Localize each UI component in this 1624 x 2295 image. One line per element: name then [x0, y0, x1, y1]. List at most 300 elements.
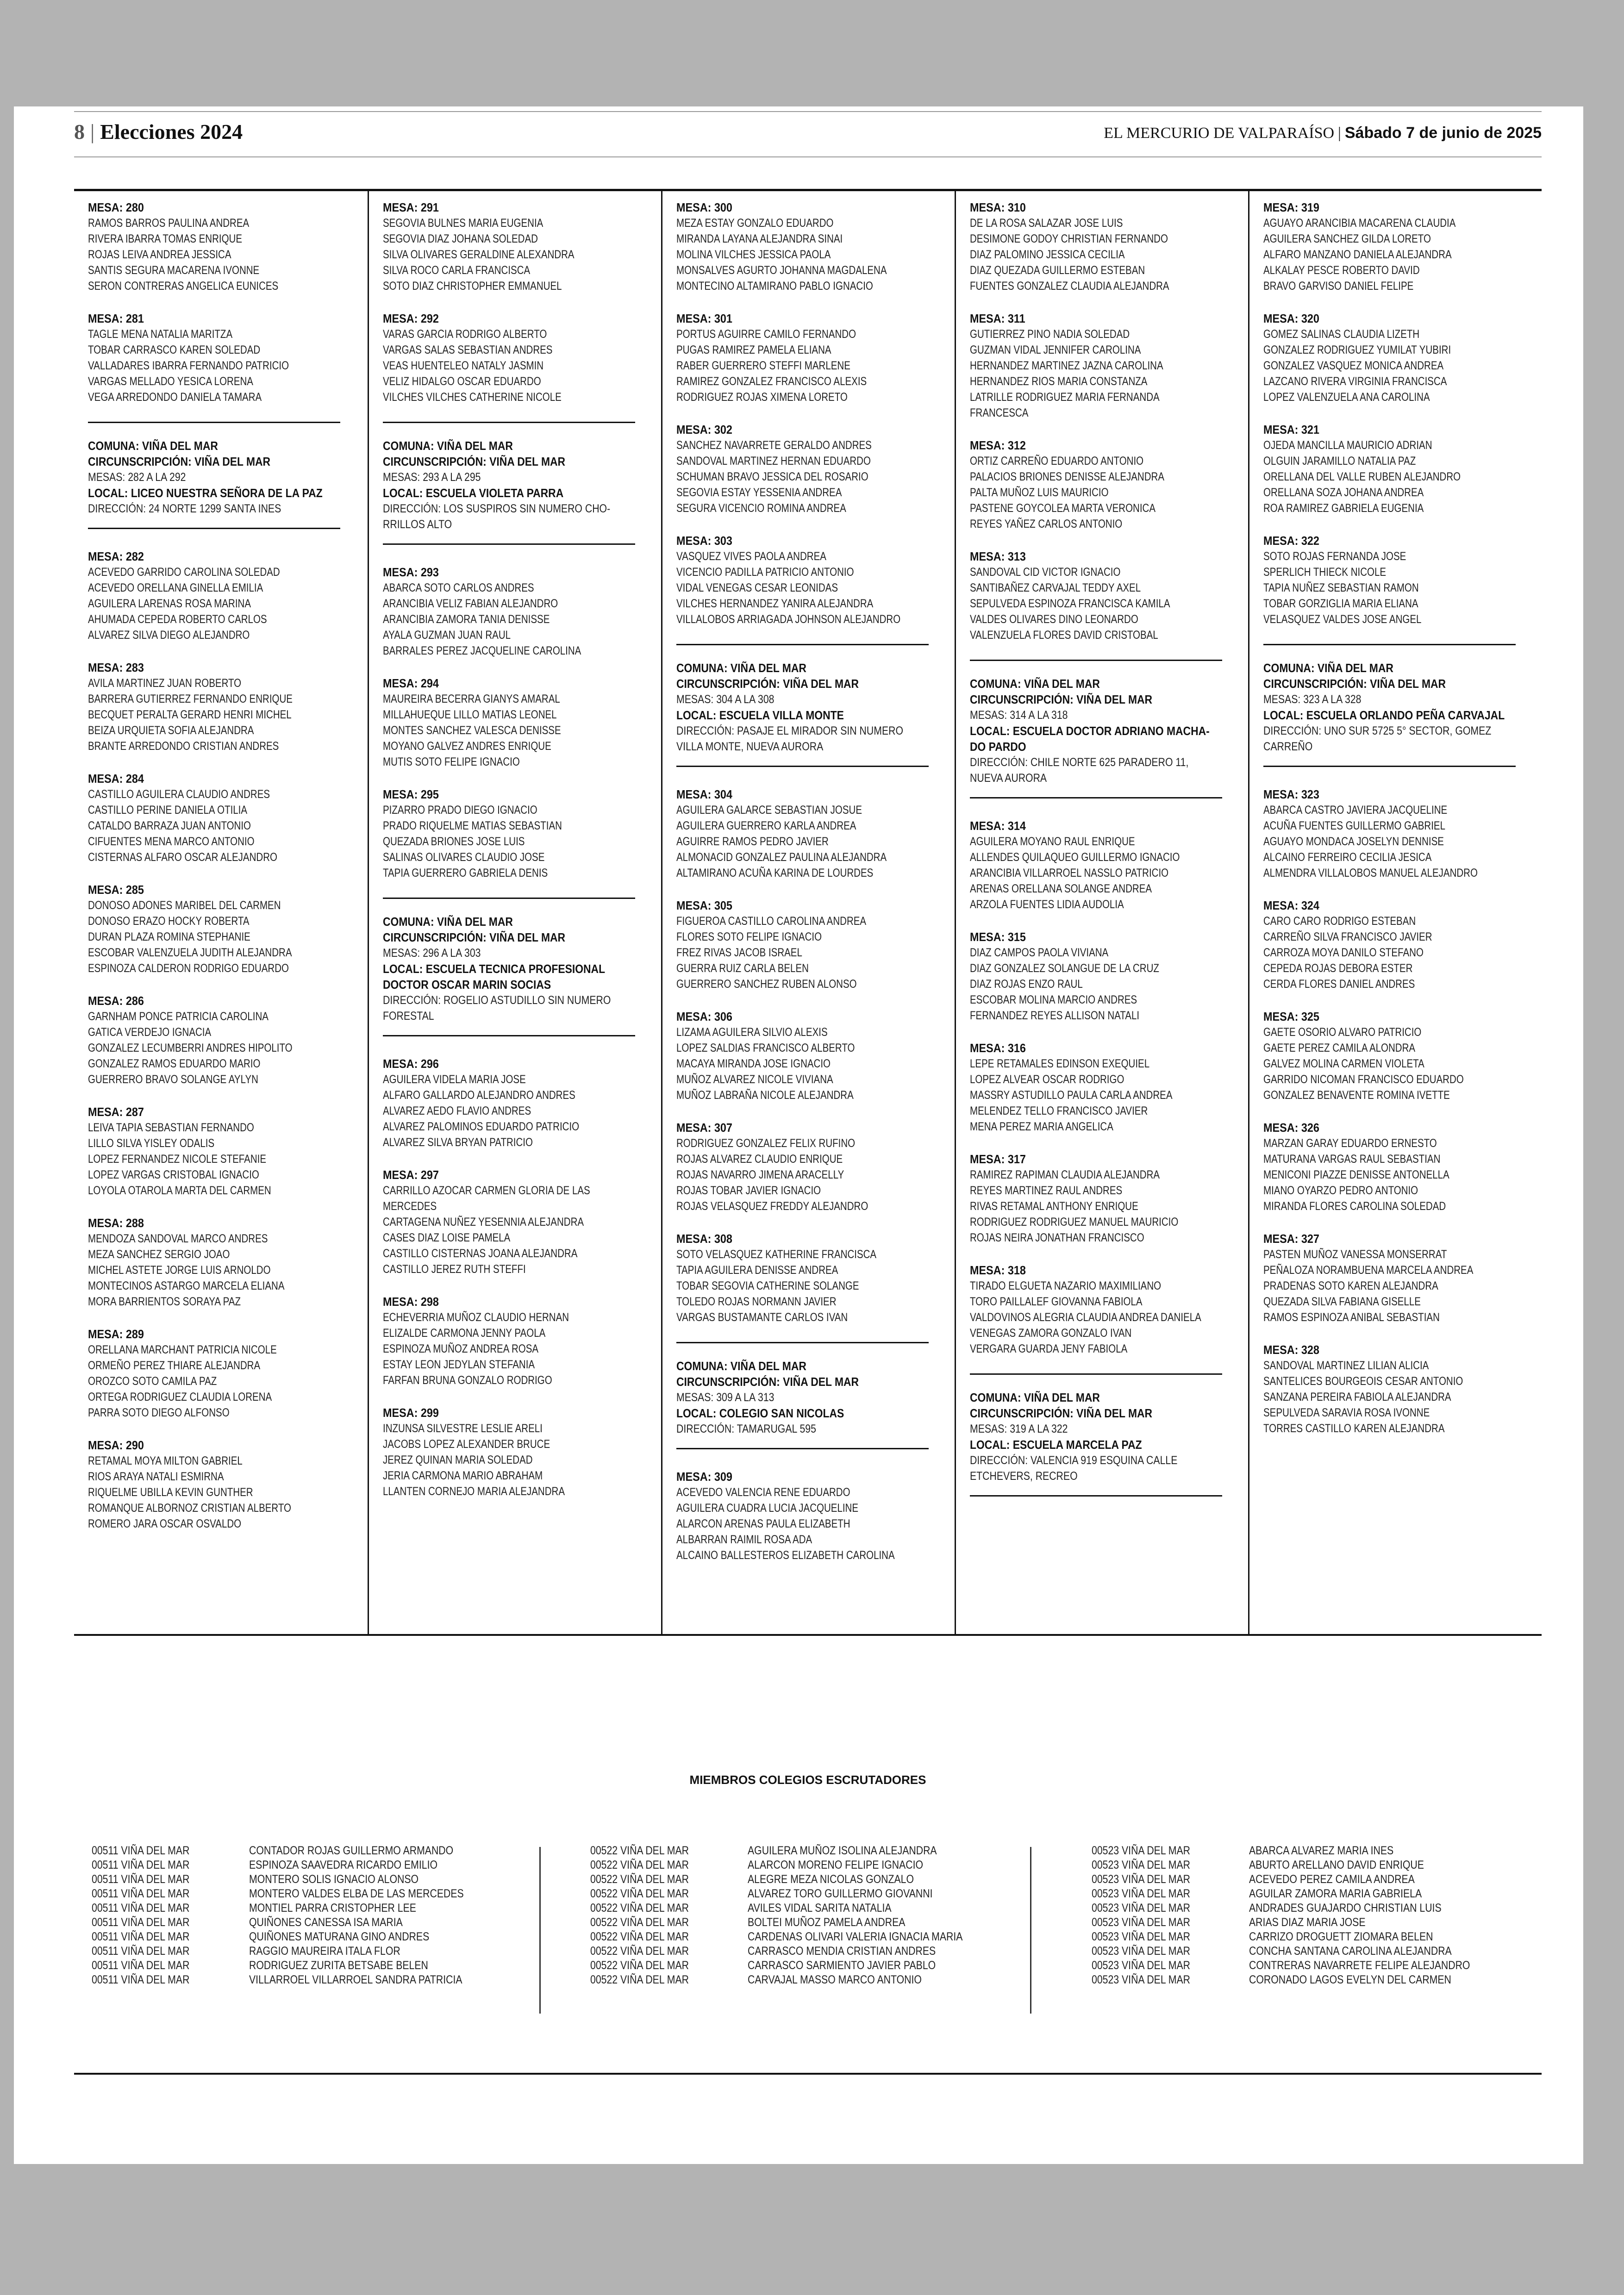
mesas-range: MESAS: 319 A LA 322 [970, 1422, 1068, 1435]
vocal-name: PALTA MUÑOZ LUIS MAURICIO [970, 486, 1109, 499]
list-column [368, 191, 661, 1635]
vocal-name: MIANO OYARZO PEDRO ANTONIO [1263, 1184, 1418, 1197]
circunscripcion-line: CIRCUNSCRIPCIÓN: VIÑA DEL MAR [383, 455, 566, 468]
colegio-code: 00522 VIÑA DEL MAR [590, 1858, 689, 1871]
vocal-name: ROA RAMIREZ GABRIELA EUGENIA [1263, 502, 1424, 515]
comuna-line: COMUNA: VIÑA DEL MAR [383, 439, 513, 453]
vocal-name: RODRIGUEZ RODRIGUEZ MANUEL MAURICIO [970, 1216, 1179, 1229]
vocal-name: VICENCIO PADILLA PATRICIO ANTONIO [676, 566, 854, 579]
colegio-code: 00511 VIÑA DEL MAR [92, 1945, 190, 1958]
comuna-line: COMUNA: VIÑA DEL MAR [970, 1391, 1100, 1404]
vocal-name: DESIMONE GODOY CHRISTIAN FERNANDO [970, 232, 1168, 245]
local-info-box [88, 422, 340, 529]
vocal-name: ACUÑA FUENTES GUILLERMO GABRIEL [1263, 819, 1446, 832]
address-line: DIRECCIÓN: PASAJE EL MIRADOR SIN NUMERO VILLA MONTE, NUEVA AURORA [676, 724, 903, 753]
vocal-name: SANTELICES BOURGEOIS CESAR ANTONIO [1263, 1375, 1463, 1388]
mesa-block [676, 1120, 941, 1214]
vocal-name: CISTERNAS ALFARO OSCAR ALEJANDRO [88, 851, 277, 864]
mesa-label: MESA: 296 [383, 1057, 439, 1071]
vocal-name: ALVAREZ AEDO FLAVIO ANDRES [383, 1104, 531, 1117]
vocal-name: ALCAINO FERREIRO CECILIA JESICA [1263, 851, 1432, 864]
vocal-name: TIRADO ELGUETA NAZARIO MAXIMILIANO [970, 1279, 1162, 1292]
mesa-block [383, 311, 647, 405]
mesa-label: MESA: 321 [1263, 423, 1319, 437]
vocal-name: SEGOVIA DIAZ JOHANA SOLEDAD [383, 232, 538, 245]
vocal-name: MICHEL ASTETE JORGE LUIS ARNOLDO [88, 1264, 271, 1277]
mesa-label: MESA: 282 [88, 549, 144, 563]
colegio-code: 00511 VIÑA DEL MAR [92, 1959, 190, 1972]
vocal-name: ORELLANA DEL VALLE RUBEN ALEJANDRO [1263, 470, 1461, 483]
vocal-name: AHUMADA CEPEDA ROBERTO CARLOS [88, 613, 267, 626]
member-name: CONCHA SANTANA CAROLINA ALEJANDRA [1249, 1945, 1452, 1958]
page-header [74, 119, 1542, 143]
colegio-code: 00511 VIÑA DEL MAR [92, 1873, 190, 1886]
address-line: DIRECCIÓN: LOS SUSPIROS SIN NUMERO CHO-RRILLOS ALTO [383, 502, 611, 531]
vocal-name: RIOS ARAYA NATALI ESMIRNA [88, 1470, 224, 1483]
vocal-name: LOPEZ ALVEAR OSCAR RODRIGO [970, 1073, 1124, 1086]
vocal-name: GUERRERO SANCHEZ RUBEN ALONSO [676, 978, 857, 991]
mesa-label: MESA: 283 [88, 661, 144, 674]
vocal-name: CARO CARO RODRIGO ESTEBAN [1263, 915, 1416, 928]
vocal-name: RABER GUERRERO STEFFI MARLENE [676, 359, 850, 372]
vocal-name: DONOSO ADONES MARIBEL DEL CARMEN [88, 899, 281, 912]
mesa-block [88, 1104, 354, 1198]
vocal-name: AGUIRRE RAMOS PEDRO JAVIER [676, 835, 829, 848]
mesa-label: MESA: 307 [676, 1121, 732, 1135]
address-line: DIRECCIÓN: TAMARUGAL 595 [676, 1422, 816, 1435]
mesa-block [88, 549, 354, 643]
member-name: CARRIZO DROGUETT ZIOMARA BELEN [1249, 1930, 1433, 1943]
vocal-name: GONZALEZ LECUMBERRI ANDRES HIPOLITO [88, 1041, 293, 1054]
vocal-name: VILCHES HERNANDEZ YANIRA ALEJANDRA [676, 597, 874, 610]
mesa-block [676, 898, 941, 992]
member-name: CORONADO LAGOS EVELYN DEL CARMEN [1249, 1973, 1451, 1986]
vocal-name: SANTIS SEGURA MACARENA IVONNE [88, 264, 260, 277]
vocal-name: VARGAS MELLADO YESICA LORENA [88, 375, 253, 388]
vocal-name: CERDA FLORES DANIEL ANDRES [1263, 978, 1415, 991]
vocal-name: RIQUELME UBILLA KEVIN GUNTHER [88, 1486, 253, 1499]
vocal-name: MEZA SANCHEZ SERGIO JOAO [88, 1248, 230, 1261]
vocal-name: MERCEDES [383, 1200, 437, 1213]
mesas-range: MESAS: 282 A LA 292 [88, 471, 186, 484]
vocal-name: REYES YAÑEZ CARLOS ANTONIO [970, 518, 1123, 530]
vocal-name: BRANTE ARREDONDO CRISTIAN ANDRES [88, 740, 279, 753]
mesas-range: MESAS: 304 A LA 308 [676, 693, 775, 706]
vocal-name: PRADENAS SOTO KAREN ALEJANDRA [1263, 1279, 1438, 1292]
mesas-range: MESAS: 323 A LA 328 [1263, 693, 1362, 706]
vocal-name: CARTAGENA NUÑEZ YESENNIA ALEJANDRA [383, 1216, 584, 1229]
member-row [1092, 1887, 1509, 1901]
vocal-name: ROJAS ALVAREZ CLAUDIO ENRIQUE [676, 1153, 843, 1166]
vocal-name: MEZA ESTAY GONZALO EDUARDO [676, 217, 834, 230]
mesa-block [383, 200, 647, 294]
vocal-name: MARZAN GARAY EDUARDO ERNESTO [1263, 1137, 1437, 1150]
vocal-name: ACEVEDO GARRIDO CAROLINA SOLEDAD [88, 566, 280, 579]
member-name: BOLTEI MUÑOZ PAMELA ANDREA [748, 1916, 906, 1929]
list-column [74, 191, 368, 1635]
vocal-name: TOBAR GORZIGLIA MARIA ELIANA [1263, 597, 1418, 610]
vocal-name: OJEDA MANCILLA MAURICIO ADRIAN [1263, 439, 1432, 452]
colegio-code: 00522 VIÑA DEL MAR [590, 1916, 689, 1929]
vocal-name: ARENAS ORELLANA SOLANGE ANDREA [970, 882, 1152, 895]
mesa-block [88, 311, 354, 405]
member-name: MONTERO VALDES ELBA DE LAS MERCEDES [249, 1887, 464, 1900]
vocal-name: AGUAYO ARANCIBIA MACARENA CLAUDIA [1263, 217, 1456, 230]
circunscripcion-line: CIRCUNSCRIPCIÓN: VIÑA DEL MAR [970, 692, 1153, 706]
mesa-label: MESA: 297 [383, 1168, 439, 1182]
header-separator: | [90, 120, 95, 143]
vocal-name: ALKALAY PESCE ROBERTO DAVID [1263, 264, 1420, 277]
mesa-label: MESA: 303 [676, 534, 732, 548]
vocal-name: GAETE PEREZ CAMILA ALONDRA [1263, 1041, 1416, 1054]
local-info-box [1263, 644, 1516, 767]
member-row [92, 1887, 502, 1901]
vocal-name: LATRILLE RODRIGUEZ MARIA FERNANDA [970, 391, 1160, 404]
vocal-name: ALFARO GALLARDO ALEJANDRO ANDRES [383, 1089, 575, 1102]
vocal-name: SEPULVEDA SARAVIA ROSA IVONNE [1263, 1406, 1430, 1419]
columns-area [74, 191, 1542, 1635]
local-info-box [676, 1342, 929, 1449]
mesas-range: MESAS: 296 A LA 303 [383, 947, 481, 960]
local-info-box [970, 660, 1222, 798]
mesa-label: MESA: 304 [676, 787, 732, 801]
mesa-block [1263, 422, 1528, 516]
mesa-block [1263, 1342, 1528, 1436]
colegio-code: 00511 VIÑA DEL MAR [92, 1887, 190, 1900]
mesa-label: MESA: 300 [676, 200, 732, 214]
comuna-line: COMUNA: VIÑA DEL MAR [676, 1359, 806, 1373]
vocal-name: PASTENE GOYCOLEA MARTA VERONICA [970, 502, 1156, 515]
vocal-name: AGUILERA GALARCE SEBASTIAN JOSUE [676, 804, 862, 817]
vocal-name: VIDAL VENEGAS CESAR LEONIDAS [676, 581, 838, 594]
vocal-name: AGUILERA SANCHEZ GILDA LORETO [1263, 232, 1431, 245]
mesa-label: MESA: 311 [970, 312, 1025, 325]
comuna-line: COMUNA: VIÑA DEL MAR [383, 915, 513, 929]
vocal-name: LOYOLA OTAROLA MARTA DEL CARMEN [88, 1184, 271, 1197]
vocal-name: RODRIGUEZ ROJAS XIMENA LORETO [676, 391, 848, 404]
member-row [590, 1973, 1000, 1987]
member-name: CARVAJAL MASSO MARCO ANTONIO [748, 1973, 922, 1986]
vocal-name: OLGUIN JARAMILLO NATALIA PAZ [1263, 455, 1416, 468]
vocal-name: AGUILERA GUERRERO KARLA ANDREA [676, 819, 856, 832]
vocal-name: CIFUENTES MENA MARCO ANTONIO [88, 835, 255, 848]
mesa-block [383, 675, 647, 770]
vocal-name: PIZARRO PRADO DIEGO IGNACIO [383, 804, 537, 817]
mesa-block [1263, 1120, 1528, 1214]
mesa-label: MESA: 309 [676, 1470, 732, 1484]
colegio-code: 00523 VIÑA DEL MAR [1092, 1959, 1191, 1972]
vocal-name: MONTECINO ALTAMIRANO PABLO IGNACIO [676, 280, 873, 293]
colegio-code: 00522 VIÑA DEL MAR [590, 1902, 689, 1915]
header-rule-bottom [74, 156, 1542, 157]
vocal-name: TAPIA NUÑEZ SEBASTIAN RAMON [1263, 581, 1419, 594]
mesa-label: MESA: 284 [88, 772, 144, 786]
comuna-line: COMUNA: VIÑA DEL MAR [676, 661, 806, 675]
mesa-label: MESA: 292 [383, 312, 439, 325]
colegio-code: 00511 VIÑA DEL MAR [92, 1916, 190, 1929]
circunscripcion-line: CIRCUNSCRIPCIÓN: VIÑA DEL MAR [970, 1406, 1153, 1420]
vocal-name: GATICA VERDEJO IGNACIA [88, 1026, 212, 1039]
colegio-code: 00522 VIÑA DEL MAR [590, 1973, 689, 1986]
member-row [92, 1930, 502, 1944]
page-number: 8 [74, 120, 85, 143]
vocal-name: ALLENDES QUILAQUEO GUILLERMO IGNACIO [970, 851, 1180, 864]
vocal-name: ROJAS TOBAR JAVIER IGNACIO [676, 1184, 821, 1197]
newspaper-name: EL MERCURIO DE VALPARAÍSO [1104, 125, 1335, 142]
vocal-name: VILLALOBOS ARRIAGADA JOHNSON ALEJANDRO [676, 613, 901, 626]
vocal-name: CASTILLO CISTERNAS JOANA ALEJANDRA [383, 1247, 578, 1260]
bottom-rule [74, 2073, 1542, 2075]
vocal-name: SERON CONTRERAS ANGELICA EUNICES [88, 280, 279, 293]
vocal-name: GUERRERO BRAVO SOLANGE AYLYN [88, 1073, 258, 1086]
vocal-name: RAMOS BARROS PAULINA ANDREA [88, 217, 250, 230]
vocal-name: BARRERA GUTIERREZ FERNANDO ENRIQUE [88, 692, 293, 705]
local-name: LOCAL: ESCUELA ORLANDO PEÑA CARVAJAL [1263, 708, 1505, 722]
vocal-name: SCHUMAN BRAVO JESSICA DEL ROSARIO [676, 470, 868, 483]
colegio-code: 00523 VIÑA DEL MAR [1092, 1916, 1191, 1929]
vocal-name: CEPEDA ROJAS DEBORA ESTER [1263, 962, 1413, 975]
member-row [1092, 1858, 1509, 1872]
address-line: DIRECCIÓN: CHILE NORTE 625 PARADERO 11, NUEVA AURORA [970, 756, 1189, 785]
vocal-name: TOBAR SEGOVIA CATHERINE SOLANGE [676, 1279, 859, 1292]
colegio-code: 00523 VIÑA DEL MAR [1092, 1873, 1191, 1886]
colegio-code: 00523 VIÑA DEL MAR [1092, 1858, 1191, 1871]
member-name: ESPINOZA SAAVEDRA RICARDO EMILIO [249, 1858, 438, 1871]
vocal-name: MUÑOZ ALVAREZ NICOLE VIVIANA [676, 1073, 833, 1086]
mesa-block [88, 882, 354, 976]
vocal-name: ROJAS LEIVA ANDREA JESSICA [88, 248, 231, 261]
member-name: ABURTO ARELLANO DAVID ENRIQUE [1249, 1858, 1424, 1871]
vocal-name: ROMANQUE ALBORNOZ CRISTIAN ALBERTO [88, 1502, 291, 1515]
vocal-name: LEIVA TAPIA SEBASTIAN FERNANDO [88, 1121, 254, 1134]
columns-rule-bottom [74, 1634, 1542, 1636]
members-group-00511 [92, 1844, 502, 1987]
vocal-name: ORELLANA SOZA JOHANA ANDREA [1263, 486, 1424, 499]
vocal-name: DIAZ QUEZADA GUILLERMO ESTEBAN [970, 264, 1145, 277]
vocal-name: ARANCIBIA VILLARROEL NASSLO PATRICIO [970, 867, 1169, 879]
vocal-name: VASQUEZ VIVES PAOLA ANDREA [676, 550, 826, 563]
colegio-code: 00523 VIÑA DEL MAR [1092, 1930, 1191, 1943]
vocal-name: ESCOBAR VALENZUELA JUDITH ALEJANDRA [88, 946, 292, 959]
vocal-name: FRANCESCA [970, 406, 1029, 419]
mesa-block [88, 771, 354, 865]
mesa-block [1263, 786, 1528, 881]
vocal-name: DIAZ ROJAS ENZO RAUL [970, 978, 1083, 991]
mesa-block [676, 1009, 941, 1103]
member-name: AGUILERA MUÑOZ ISOLINA ALEJANDRA [748, 1844, 937, 1857]
vocal-name: MASSRY ASTUDILLO PAULA CARLA ANDREA [970, 1089, 1173, 1102]
vocal-name: ELIZALDE CARMONA JENNY PAOLA [383, 1327, 546, 1340]
vocal-name: SPERLICH THIECK NICOLE [1263, 566, 1387, 579]
colegio-code: 00511 VIÑA DEL MAR [92, 1858, 190, 1871]
vocal-name: ROMERO JARA OSCAR OSVALDO [88, 1517, 242, 1530]
mesa-block [1263, 533, 1528, 627]
colegio-code: 00523 VIÑA DEL MAR [1092, 1945, 1191, 1958]
members-title: MIEMBROS COLEGIOS ESCRUTADORES [689, 1773, 926, 1787]
vocal-name: ALVAREZ PALOMINOS EDUARDO PATRICIO [383, 1120, 580, 1133]
member-name: QUIÑONES MATURANA GINO ANDRES [249, 1930, 430, 1943]
mesa-block [970, 437, 1234, 532]
address-line: DIRECCIÓN: UNO SUR 5725 5° SECTOR, GOMEZ CARREÑO [1263, 724, 1492, 753]
comuna-line: COMUNA: VIÑA DEL MAR [1263, 661, 1393, 675]
member-name: ARIAS DIAZ MARIA JOSE [1249, 1916, 1366, 1929]
vocal-name: GARRIDO NICOMAN FRANCISCO EDUARDO [1263, 1073, 1464, 1086]
mesa-label: MESA: 295 [383, 787, 439, 801]
mesa-block [676, 200, 941, 294]
member-row [590, 1901, 1000, 1915]
mesa-label: MESA: 285 [88, 883, 144, 897]
vocal-name: MIRANDA LAYANA ALEJANDRA SINAI [676, 232, 843, 245]
vocal-name: TAPIA AGUILERA DENISSE ANDREA [676, 1264, 838, 1277]
vocal-name: GUZMAN VIDAL JENNIFER CAROLINA [970, 343, 1141, 356]
vocal-name: RIVERA IBARRA TOMAS ENRIQUE [88, 232, 243, 245]
vocal-name: VARAS GARCIA RODRIGO ALBERTO [383, 328, 547, 341]
vocal-name: PRADO RIQUELME MATIAS SEBASTIAN [383, 819, 562, 832]
mesa-label: MESA: 298 [383, 1295, 439, 1309]
vocal-name: ALVAREZ SILVA DIEGO ALEJANDRO [88, 629, 250, 642]
member-row [590, 1930, 1000, 1944]
mesa-block [383, 1167, 647, 1277]
vocal-name: FUENTES GONZALEZ CLAUDIA ALEJANDRA [970, 280, 1169, 293]
vocal-name: MENDOZA SANDOVAL MARCO ANDRES [88, 1232, 268, 1245]
vocal-name: JERIA CARMONA MARIO ABRAHAM [383, 1469, 543, 1482]
members-group-00522 [590, 1844, 1000, 1987]
mesa-label: MESA: 315 [970, 930, 1026, 944]
mesa-label: MESA: 280 [88, 200, 144, 214]
member-name: ALEGRE MEZA NICOLAS GONZALO [748, 1873, 914, 1886]
mesa-label: MESA: 327 [1263, 1232, 1319, 1246]
vocal-name: MENICONI PIAZZE DENISSE ANTONELLA [1263, 1168, 1449, 1181]
vocal-name: MOLINA VILCHES JESSICA PAOLA [676, 248, 831, 261]
mesa-label: MESA: 319 [1263, 200, 1319, 214]
mesa-block [970, 549, 1234, 643]
local-name: LOCAL: ESCUELA VILLA MONTE [676, 708, 844, 722]
mesa-block [970, 1151, 1234, 1246]
vocal-name: PEÑALOZA NORAMBUENA MARCELA ANDREA [1263, 1264, 1474, 1277]
vocal-name: ORTIZ CARREÑO EDUARDO ANTONIO [970, 455, 1144, 468]
mesa-block [383, 1294, 647, 1388]
vocal-name: TAPIA GUERRERO GABRIELA DENIS [383, 867, 548, 879]
member-name: AVILES VIDAL SARITA NATALIA [748, 1902, 892, 1915]
members-group-00523 [1092, 1844, 1509, 1987]
member-row [92, 1901, 502, 1915]
member-row [1092, 1944, 1509, 1958]
member-row [590, 1872, 1000, 1887]
vocal-name: FLORES SOTO FELIPE IGNACIO [676, 930, 822, 943]
mesa-block [383, 1405, 647, 1499]
mesa-label: MESA: 290 [88, 1438, 144, 1452]
vocal-name: MONTECINOS ASTARGO MARCELA ELIANA [88, 1279, 285, 1292]
member-row [92, 1844, 502, 1858]
member-name: QUIÑONES CANESSA ISA MARIA [249, 1916, 403, 1929]
circunscripcion-line: CIRCUNSCRIPCIÓN: VIÑA DEL MAR [383, 930, 566, 944]
mesa-label: MESA: 324 [1263, 898, 1319, 912]
vocal-name: MAUREIRA BECERRA GIANYS AMARAL [383, 692, 560, 705]
vocal-name: MONTES SANCHEZ VALESCA DENISSE [383, 724, 561, 737]
vocal-name: ROJAS VELASQUEZ FREDDY ALEJANDRO [676, 1200, 868, 1213]
vocal-name: ALMONACID GONZALEZ PAULINA ALEJANDRA [676, 851, 887, 864]
mesa-label: MESA: 294 [383, 676, 439, 690]
vocal-name: MELENDEZ TELLO FRANCISCO JAVIER [970, 1104, 1148, 1117]
vocal-name: CARROZA MOYA DANILO STEFANO [1263, 946, 1424, 959]
mesa-block [383, 1056, 647, 1150]
mesas-range: MESAS: 309 A LA 313 [676, 1391, 775, 1404]
section-title: Elecciones [100, 120, 195, 143]
circunscripcion-line: CIRCUNSCRIPCIÓN: VIÑA DEL MAR [1263, 677, 1446, 691]
vocal-name: BEIZA URQUIETA SOFIA ALEJANDRA [88, 724, 254, 737]
vocal-name: ORTEGA RODRIGUEZ CLAUDIA LORENA [88, 1391, 272, 1403]
vocal-name: ORMEÑO PEREZ THIARE ALEJANDRA [88, 1359, 261, 1372]
vocal-name: ESTAY LEON JEDYLAN STEFANIA [383, 1358, 535, 1371]
vocal-name: MILLAHUEQUE LILLO MATIAS LEONEL [383, 708, 557, 721]
mesa-label: MESA: 314 [970, 819, 1026, 833]
vocal-name: GAETE OSORIO ALVARO PATRICIO [1263, 1026, 1422, 1039]
mesa-label: MESA: 323 [1263, 787, 1319, 801]
vocal-name: JACOBS LOPEZ ALEXANDER BRUCE [383, 1438, 550, 1451]
vocal-name: TORO PAILLALEF GIOVANNA FABIOLA [970, 1295, 1143, 1308]
colegio-code: 00523 VIÑA DEL MAR [1092, 1844, 1191, 1857]
vocal-name: MENA PEREZ MARIA ANGELICA [970, 1120, 1113, 1133]
header-separator: | [1338, 125, 1341, 142]
vocal-name: RAMIREZ GONZALEZ FRANCISCO ALEXIS [676, 375, 867, 388]
vocal-name: ARZOLA FUENTES LIDIA AUDOLIA [970, 898, 1124, 911]
colegio-code: 00523 VIÑA DEL MAR [1092, 1973, 1191, 1986]
vocal-name: ACEVEDO ORELLANA GINELLA EMILIA [88, 581, 263, 594]
vocal-name: DURAN PLAZA ROMINA STEPHANIE [88, 930, 250, 943]
mesa-block [970, 929, 1234, 1023]
vocal-name: MIRANDA FLORES CAROLINA SOLEDAD [1263, 1200, 1446, 1213]
vocal-name: LOPEZ VALENZUELA ANA CAROLINA [1263, 391, 1430, 404]
mesa-label: MESA: 325 [1263, 1010, 1319, 1023]
colegio-code: 00523 VIÑA DEL MAR [1092, 1902, 1191, 1915]
vocal-name: ARANCIBIA ZAMORA TANIA DENISSE [383, 613, 550, 626]
vocal-name: PUGAS RAMIREZ PAMELA ELIANA [676, 343, 831, 356]
vocal-name: FERNANDEZ REYES ALLISON NATALI [970, 1009, 1140, 1022]
vocal-name: LLANTEN CORNEJO MARIA ALEJANDRA [383, 1485, 565, 1498]
list-column [1248, 191, 1542, 1635]
vocal-name: LOPEZ SALDIAS FRANCISCO ALBERTO [676, 1041, 855, 1054]
vocal-name: TAGLE MENA NATALIA MARITZA [88, 328, 233, 341]
colegio-code: 00511 VIÑA DEL MAR [92, 1930, 190, 1943]
mesa-block [88, 660, 354, 754]
member-row [1092, 1958, 1509, 1973]
vocal-name: ESPINOZA CALDERON RODRIGO EDUARDO [88, 962, 289, 975]
vocal-name: ALBARRAN RAIMIL ROSA ADA [676, 1533, 812, 1546]
vocal-name: GONZALEZ RAMOS EDUARDO MARIO [88, 1057, 261, 1070]
vocal-name: SEGURA VICENCIO ROMINA ANDREA [676, 502, 846, 515]
vocal-name: FARFAN BRUNA GONZALO RODRIGO [383, 1374, 552, 1387]
local-info-box [970, 1373, 1222, 1497]
vocal-name: SANDOVAL MARTINEZ HERNAN EDUARDO [676, 455, 871, 468]
vocal-name: ARANCIBIA VELIZ FABIAN ALEJANDRO [383, 597, 558, 610]
vocal-name: VELIZ HIDALGO OSCAR EDUARDO [383, 375, 541, 388]
vocal-name: SANDOVAL CID VICTOR IGNACIO [970, 566, 1121, 579]
member-name: AGUILAR ZAMORA MARIA GABRIELA [1249, 1887, 1422, 1900]
vocal-name: SILVA OLIVARES GERALDINE ALEXANDRA [383, 248, 575, 261]
vocal-name: CASES DIAZ LOISE PAMELA [383, 1231, 511, 1244]
vocal-name: VENEGAS ZAMORA GONZALO IVAN [970, 1327, 1132, 1340]
vocal-name: RAMOS ESPINOZA ANIBAL SEBASTIAN [1263, 1311, 1440, 1324]
vocal-name: FIGUEROA CASTILLO CAROLINA ANDREA [676, 915, 867, 928]
colegio-code: 00522 VIÑA DEL MAR [590, 1873, 689, 1886]
vocal-name: VEGA ARREDONDO DANIELA TAMARA [88, 391, 262, 404]
vocal-name: SEGOVIA ESTAY YESSENIA ANDREA [676, 486, 842, 499]
colegio-code: 00522 VIÑA DEL MAR [590, 1945, 689, 1958]
vocal-name: CATALDO BARRAZA JUAN ANTONIO [88, 819, 251, 832]
vocal-name: VALDES OLIVARES DINO LEONARDO [970, 613, 1138, 626]
member-row [1092, 1872, 1509, 1887]
mesa-block [1263, 200, 1528, 294]
